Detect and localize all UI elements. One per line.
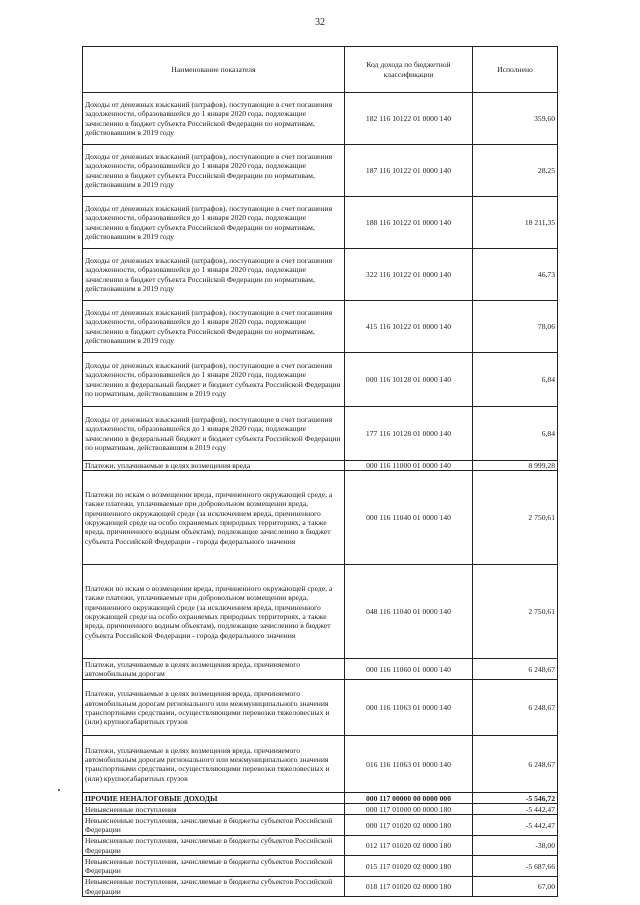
row-code-cell: 000 116 11040 01 0000 140 [345,471,473,565]
row-name-cell: Платежи по искам о возмещении вреда, причиненного окружающей среде, а также платежи, уплачиваемые при добровольном возмещении вреда, причиненного окружающей среде (за исключением вреда, причиненного окружающей среде на особо охраняемых природных территориях, а также вреда, причиненного водным объектам), подлежащие зачислению в бюджет субъекта Российской Федерации - города федерального значения [83,565,345,659]
table-row [83,249,558,301]
row-code-cell: 018 117 01020 02 0000 180 [345,877,473,897]
row-code-cell: 000 116 11060 01 0000 140 [345,659,473,680]
row-code-cell: 000 116 10128 01 0000 140 [345,353,473,407]
header-executed: Исполнено [473,47,558,93]
row-name-cell: Невыясненные поступления, зачисляемые в бюджеты субъектов Российской Федерации [83,877,345,897]
row-amount-cell: 18 211,35 [473,197,558,249]
row-amount-cell: -5 442,47 [473,804,558,815]
row-code-cell: 000 116 11000 01 0000 140 [345,461,473,471]
row-name-cell: Платежи, уплачиваемые в целях возмещения вреда [83,461,345,471]
row-name-cell: Невыясненные поступления, зачисляемые в бюджеты субъектов Российской Федерации [83,836,345,856]
row-code-cell: 177 116 10128 01 0000 140 [345,407,473,461]
table-row [83,93,558,145]
row-name-cell: Невыясненные поступления, зачисляемые в бюджеты субъектов Российской Федерации [83,856,345,877]
row-amount-cell: 2 750,61 [473,565,558,659]
row-code-cell: 016 116 11063 01 0000 140 [345,736,473,793]
row-name-cell: Доходы от денежных взысканий (штрафов), поступающие в счет погашения задолженности, образовавшейся до 1 января 2020 года, подлежащие зачислению в федеральный бюджет и бюджет субъекта Российской Федерации по нормативам, действовавшим в 2019 году [83,353,345,407]
table-row [83,471,558,565]
row-amount-cell: -38,00 [473,836,558,856]
row-name-cell: Доходы от денежных взысканий (штрафов), поступающие в счет погашения задолженности, образовавшейся до 1 января 2020 года, подлежащие зачислению в федеральный бюджет и бюджет субъекта Российской Федерации по нормативам, действовавшим в 2019 году [83,407,345,461]
row-amount-cell: -5 687,66 [473,856,558,877]
row-amount-cell: 6 248,67 [473,736,558,793]
stray-mark [58,789,60,791]
row-code-cell: 322 116 10122 01 0000 140 [345,249,473,301]
table-row [83,804,558,815]
row-code-cell: 415 116 10122 01 0000 140 [345,301,473,353]
row-amount-cell: 28,25 [473,145,558,197]
row-amount-cell: 6 248,67 [473,680,558,736]
table-header-row [83,47,558,93]
table-row [83,565,558,659]
row-code-cell: 000 117 01020 02 0000 180 [345,815,473,836]
row-name-cell: Платежи, уплачиваемые в целях возмещения вреда, причиняемого автомобильным дорогам [83,659,345,680]
row-code-cell: 012 117 01020 02 0000 180 [345,836,473,856]
row-code-cell: 000 117 01000 00 0000 180 [345,804,473,815]
table-row [83,736,558,793]
row-amount-cell: 67,00 [473,877,558,897]
row-amount-cell: -5 442,47 [473,815,558,836]
row-amount-cell: 6,84 [473,407,558,461]
row-code-cell: 000 117 00000 00 0000 000 [345,793,473,804]
row-name-cell: ПРОЧИЕ НЕНАЛОГОВЫЕ ДОХОДЫ [83,793,345,804]
row-name-cell: Платежи по искам о возмещении вреда, причиненного окружающей среде, а также платежи, уплачиваемые при добровольном возмещении вреда, причиненного окружающей среде (за исключением вреда, причиненного окружающей среде на особо охраняемых природных территориях, а также вреда, причиненного водным объектам), подлежащие зачислению в бюджет субъекта Российской Федерации - города федерального значения [83,471,345,565]
row-name-cell: Доходы от денежных взысканий (штрафов), поступающие в счет погашения задолженности, образовавшейся до 1 января 2020 года, подлежащие зачислению в бюджет субъекта Российской Федерации по нормативам, действовавшим в 2019 году [83,93,345,145]
row-name-cell: Невыясненные поступления [83,804,345,815]
row-amount-cell: 6 248,67 [473,659,558,680]
row-amount-cell: 6,84 [473,353,558,407]
header-indicator-name: Наименование показателя [83,47,345,93]
row-name-cell: Доходы от денежных взысканий (штрафов), поступающие в счет погашения задолженности, образовавшейся до 1 января 2020 года, подлежащие зачислению в бюджет субъекта Российской Федерации по нормативам, действовавшим в 2019 году [83,301,345,353]
row-code-cell: 188 116 10122 01 0000 140 [345,197,473,249]
table-row [83,836,558,856]
row-code-cell: 000 116 11063 01 0000 140 [345,680,473,736]
table-row [83,659,558,680]
table-row [83,877,558,897]
header-revenue-code: Код дохода по бюджетной классификации [345,47,473,93]
row-code-cell: 048 116 11040 01 0000 140 [345,565,473,659]
row-amount-cell: 78,06 [473,301,558,353]
row-code-cell: 015 117 01020 02 0000 180 [345,856,473,877]
row-name-cell: Платежи, уплачиваемые в целях возмещения вреда, причиняемого автомобильным дорогам регионального или межмуниципального значения транспортными средствами, осуществляющими перевозки тяжеловесных и (или) крупногабаритных грузов [83,680,345,736]
row-name-cell: Доходы от денежных взысканий (штрафов), поступающие в счет погашения задолженности, образовавшейся до 1 января 2020 года, подлежащие зачислению в бюджет субъекта Российской Федерации по нормативам, действовавшим в 2019 году [83,249,345,301]
row-amount-cell: 359,60 [473,93,558,145]
row-amount-cell: -5 546,72 [473,793,558,804]
table-row [83,301,558,353]
table-row [83,793,558,804]
row-amount-cell: 46,73 [473,249,558,301]
table-row [83,856,558,877]
row-amount-cell: 8 999,28 [473,461,558,471]
row-name-cell: Доходы от денежных взысканий (штрафов), поступающие в счет погашения задолженности, образовавшейся до 1 января 2020 года, подлежащие зачислению в бюджет субъекта Российской Федерации по нормативам, действовавшим в 2019 году [83,145,345,197]
table-row [83,680,558,736]
table-row [83,353,558,407]
table-row [83,407,558,461]
table-row [83,197,558,249]
row-name-cell: Платежи, уплачиваемые в целях возмещения вреда, причиняемого автомобильным дорогам регионального или межмуниципального значения транспортными средствами, осуществляющими перевозки тяжеловесных и (или) крупногабаритных грузов [83,736,345,793]
row-name-cell: Доходы от денежных взысканий (штрафов), поступающие в счет погашения задолженности, образовавшейся до 1 января 2020 года, подлежащие зачислению в бюджет субъекта Российской Федерации по нормативам, действовавшим в 2019 году [83,197,345,249]
row-amount-cell: 2 750,61 [473,471,558,565]
table-row [83,461,558,471]
row-code-cell: 187 116 10122 01 0000 140 [345,145,473,197]
page-number: 32 [315,17,325,28]
row-name-cell: Невыясненные поступления, зачисляемые в бюджеты субъектов Российской Федерации [83,815,345,836]
revenue-table [82,46,558,897]
row-code-cell: 182 116 10122 01 0000 140 [345,93,473,145]
table-row [83,815,558,836]
table-row [83,145,558,197]
